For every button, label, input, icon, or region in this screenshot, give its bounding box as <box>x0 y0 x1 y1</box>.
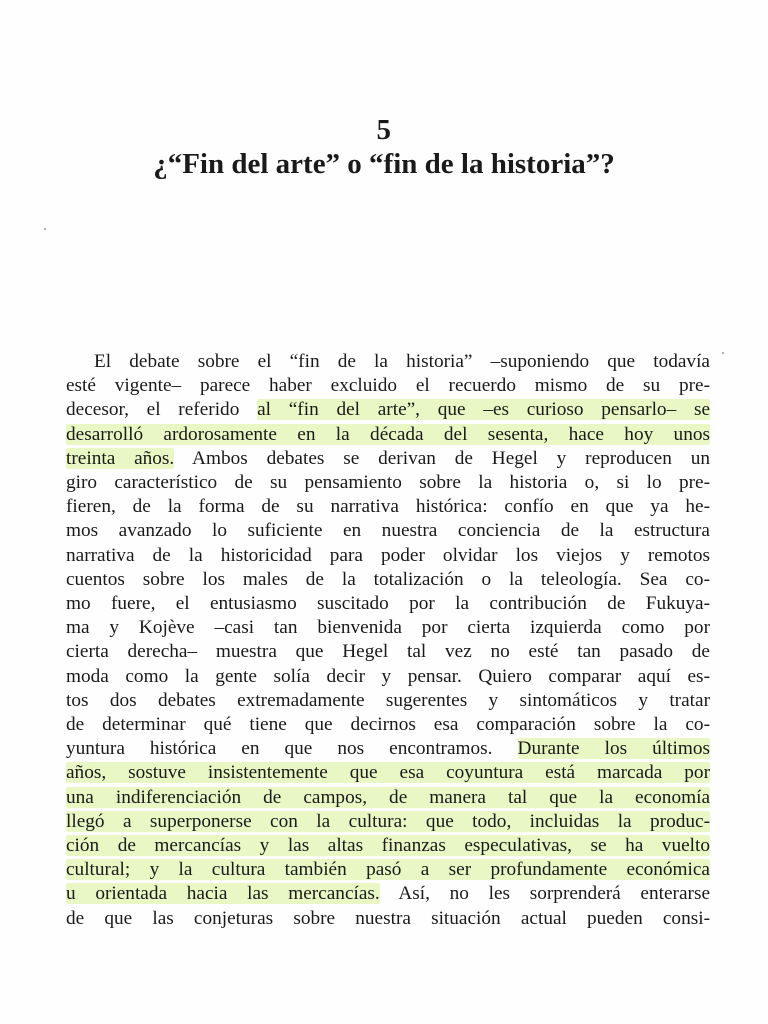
text-segment: esté vigente– parece haber excluido el recuerdo mismo de su pre- <box>66 375 710 397</box>
highlighted-text: Durante los últimos <box>517 738 710 760</box>
highlighted-text: treinta años. <box>66 447 175 469</box>
text-segment: decesor, el referido <box>66 399 258 421</box>
text-line <box>66 423 710 449</box>
text-line <box>66 761 710 787</box>
text-line <box>94 350 710 376</box>
text-line <box>66 810 710 836</box>
text-line <box>66 374 710 400</box>
text-segment: fieren, de la forma de su narrativa histórica: confío en que ya he- <box>66 496 710 518</box>
chapter-number: 5 <box>376 114 392 146</box>
highlighted-text: desarrolló ardorosamente en la década del sesenta, hace hoy unos <box>66 423 710 445</box>
text-line <box>66 544 710 570</box>
text-line <box>66 689 710 715</box>
text-segment: yuntura histórica en que nos encontramos. <box>66 738 518 760</box>
text-segment: mos avanzado lo suficiente en nuestra conciencia de la estructura <box>66 520 710 542</box>
text-segment: de determinar qué tiene que decirnos esa comparación sobre la co- <box>66 714 710 735</box>
text-line <box>66 447 710 473</box>
text-segment: tos dos debates extremadamente sugerentes y sintomáticos y tratar <box>66 689 710 711</box>
text-line <box>66 471 710 497</box>
text-line <box>66 907 710 933</box>
text-segment: moda como la gente solía decir y pensar. Quiero comparar aquí es- <box>66 665 710 687</box>
text-segment: Ambos debates se derivan de Hegel y reproducen un <box>174 447 710 469</box>
text-line <box>66 665 710 691</box>
highlighted-text: ción de mercancías y las altas finanzas especulativas, se ha vuelto <box>66 835 710 856</box>
text-line <box>66 737 710 763</box>
text-line <box>66 495 710 521</box>
text-line <box>66 786 710 812</box>
highlighted-text: años, sostuve insistentemente que esa coyuntura está marcada por <box>66 762 710 784</box>
highlighted-text: llegó a superponerse con la cultura: que todo, incluidas la produc- <box>66 810 710 832</box>
text-line <box>66 398 710 424</box>
highlighted-text: u orientada hacia las mercancías. <box>66 883 380 905</box>
text-line <box>66 882 710 908</box>
text-line <box>66 834 710 860</box>
text-segment: Así, no les sorprenderá enterarse <box>379 883 711 905</box>
text-line <box>66 616 710 642</box>
text-segment: narrativa de la historicidad para poder olvidar los viejos y remotos <box>66 544 710 566</box>
text-segment: ma y Kojève –casi tan bienvenida por cierta izquierda como por <box>66 617 710 639</box>
scan-speck <box>44 228 46 230</box>
text-segment: de que las conjeturas sobre nuestra situación actual pueden consi- <box>66 907 710 929</box>
text-line <box>66 640 710 666</box>
text-line <box>66 568 710 594</box>
highlighted-text: cultural; y la cultura también pasó a ser profundamente económica <box>66 859 710 881</box>
highlighted-text: al “fin del arte”, que –es curioso pensarlo– se <box>257 399 711 421</box>
text-line <box>66 519 710 545</box>
scan-speck <box>722 352 724 354</box>
text-line <box>66 713 710 739</box>
text-segment: mo fuere, el entusiasmo suscitado por la contribución de Fukuya- <box>66 593 710 614</box>
text-segment: giro característico de su pensamiento sobre la historia o, si lo pre- <box>66 472 710 493</box>
text-segment: cuentos sobre los males de la totalización o la teleología. Sea co- <box>66 568 710 590</box>
text-line <box>66 858 710 884</box>
text-segment: cierta derecha– muestra que Hegel tal vez no esté tan pasado de <box>66 641 710 663</box>
text-line <box>66 592 710 618</box>
highlighted-text: una indiferenciación de campos, de manera tal que la economía <box>66 786 710 808</box>
text-segment: El debate sobre el “fin de la historia” –suponiendo que todavía <box>94 351 710 372</box>
chapter-title: ¿“Fin del arte” o “fin de la historia”? <box>153 148 615 180</box>
